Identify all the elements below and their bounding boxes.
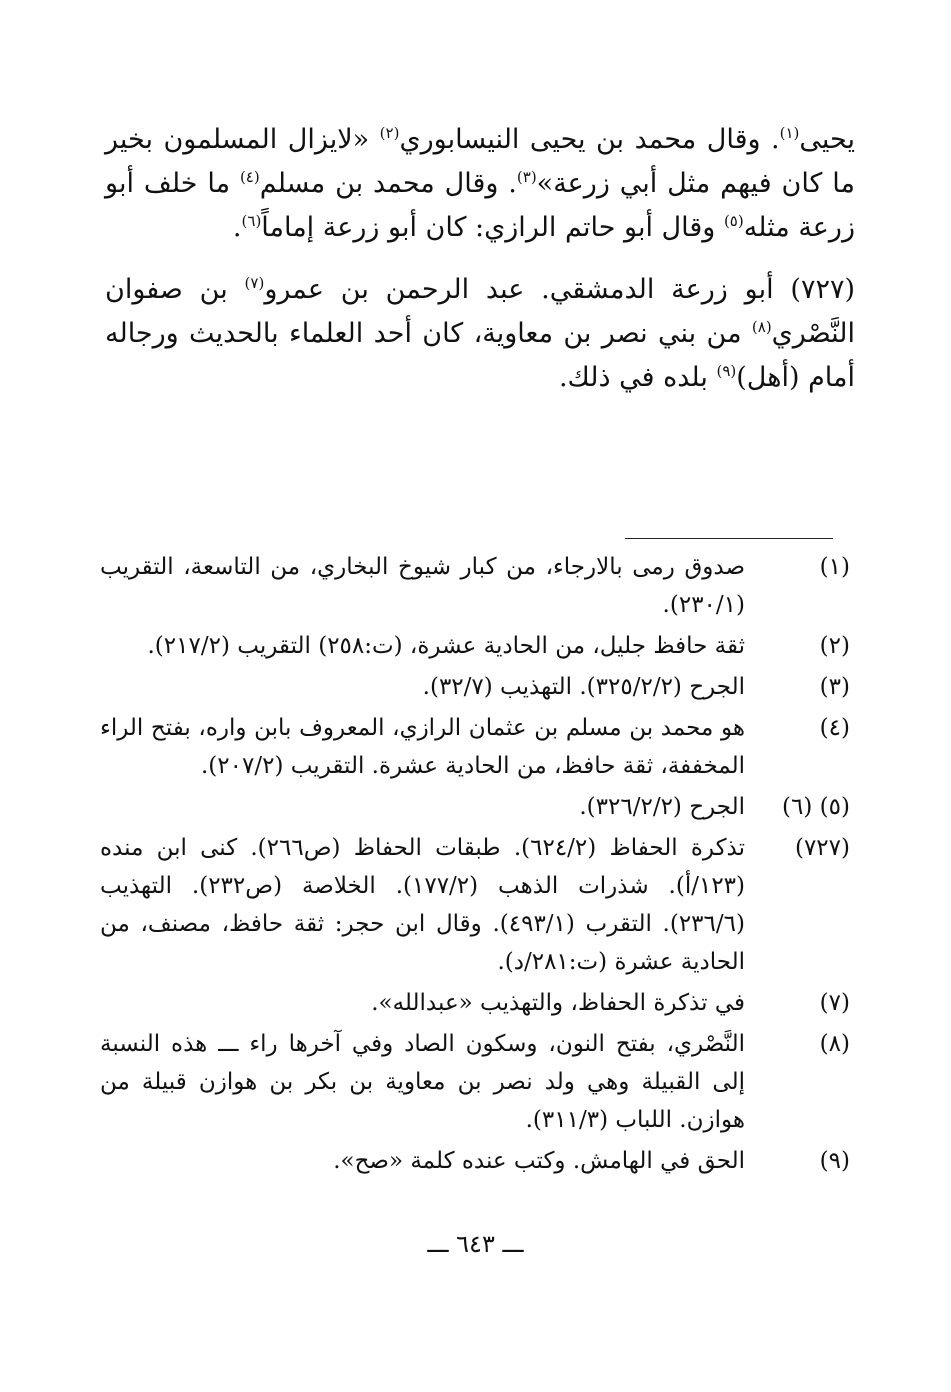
text-run: بلده في ذلك. (558, 362, 717, 393)
text-run: بن صفوان النَّصْري (105, 274, 855, 349)
footnote-text: هو محمد بن مسلم بن عثمان الرازي، المعروف بابن واره، بفتح الراء المخففة، ثقة حافظ، من الحادية عشرة. التقريب (٢٠٧/٢). (100, 715, 745, 779)
footnote-text: ثقة حافظ جليل، من الحادية عشرة، (ت:٢٥٨) التقريب (٢١٧/٢). (147, 633, 745, 659)
footnote-ref-2[interactable]: (٢) (379, 124, 400, 142)
text-run: «لايزال المسلمون بخير ما كان فيهم مثل أبي زرعة» (105, 124, 855, 199)
footnote-ref-6[interactable]: (٦) (241, 212, 262, 230)
footnote-text: الحق في الهامش. وكتب عنده كلمة «صح». (333, 1148, 745, 1174)
footnote-item (100, 788, 850, 826)
text-run: . (232, 212, 242, 243)
footnote-ref-5[interactable]: (٥) (723, 212, 744, 230)
footnote-ref-8[interactable]: (٨) (751, 318, 772, 336)
footnote-number: (٧) (819, 990, 850, 1016)
footnote-ref-9[interactable]: (٩) (716, 362, 737, 380)
footnote-number: (١) (819, 554, 850, 580)
footnote-separator (625, 538, 833, 539)
text-run: يحيى (799, 124, 855, 155)
page-number: ـــ ٦٤٣ ـــ (427, 1230, 524, 1258)
footnote-text: صدوق رمى بالارجاء، من كبار شيوخ البخاري، من التاسعة، التقريب (٢٣٠/١). (100, 554, 745, 618)
footnote-item (100, 548, 850, 624)
text-run: (٧٢٧) أبو زرعة الدمشقي. عبد الرحمن بن عمرو (264, 274, 855, 305)
footnote-item (100, 984, 850, 1022)
footnote-text: الجرح (٣٢٥/٢/٢). التهذيب (٣٢/٧). (422, 674, 745, 700)
footnote-ref-1[interactable]: (١) (779, 124, 800, 142)
footnote-number: (٧٢٧) (794, 835, 850, 861)
footnote-number: (٥) (٦) (782, 794, 850, 820)
main-paragraph-1 (105, 118, 855, 250)
footnote-item (100, 668, 850, 706)
footnote-number: (٨) (819, 1031, 850, 1057)
footnote-number: (٢) (819, 633, 850, 659)
footnote-item (100, 1025, 850, 1139)
text-run: من بني نصر بن معاوية، كان أحد العلماء بالحديث ورجاله أمام (أهل) (105, 318, 855, 393)
footnotes-list (100, 548, 850, 1183)
footnote-text: النَّصْري، بفتح النون، وسكون الصاد وفي آخرها راء ـــ هذه النسبة إلى القبيلة وهي ولد نصر بن معاوية بن بكر بن هوازن قبيلة من هوازن. اللباب (٣١١/٣). (100, 1031, 745, 1133)
footnote-ref-3[interactable]: (٣) (516, 168, 537, 186)
footnote-text: الجرح (٣٢٦/٢/٢). (579, 794, 745, 820)
footnote-number: (٤) (819, 715, 850, 741)
text-run: . وقال محمد بن يحيى النيسابوري (399, 124, 780, 155)
footnote-number: (٣) (819, 674, 850, 700)
text-run: . وقال محمد بن مسلم (259, 168, 517, 199)
text-run: وقال أبو حاتم الرازي: كان أبو زرعة إماماً (261, 212, 724, 243)
footnote-item (100, 829, 850, 981)
footnote-item (100, 1142, 850, 1180)
main-paragraph-2 (105, 268, 855, 400)
footnote-ref-7[interactable]: (٧) (244, 274, 265, 292)
text-run: ما خلف أبو زرعة مثله (105, 168, 855, 243)
footnote-text: في تذكرة الحفاظ، والتهذيب «عبدالله». (371, 990, 745, 1016)
footnote-ref-4[interactable]: (٤) (239, 168, 260, 186)
footnote-item (100, 709, 850, 785)
footnote-number: (٩) (819, 1148, 850, 1174)
footnote-item (100, 627, 850, 665)
footnote-text: تذكرة الحفاظ (٦٢٤/٢). طبقات الحفاظ (ص٢٦٦). كنى ابن منده (١٢٣/أ). شذرات الذهب (١٧٧/٢). الخلاصة (ص٢٣٢). التهذيب (٢٣٦/٦). التقرب (٤٩٣/١). وقال ابن حجر: ثقة حافظ، مصنف، من الحادية عشرة (ت:٢٨١/د). (100, 835, 746, 975)
